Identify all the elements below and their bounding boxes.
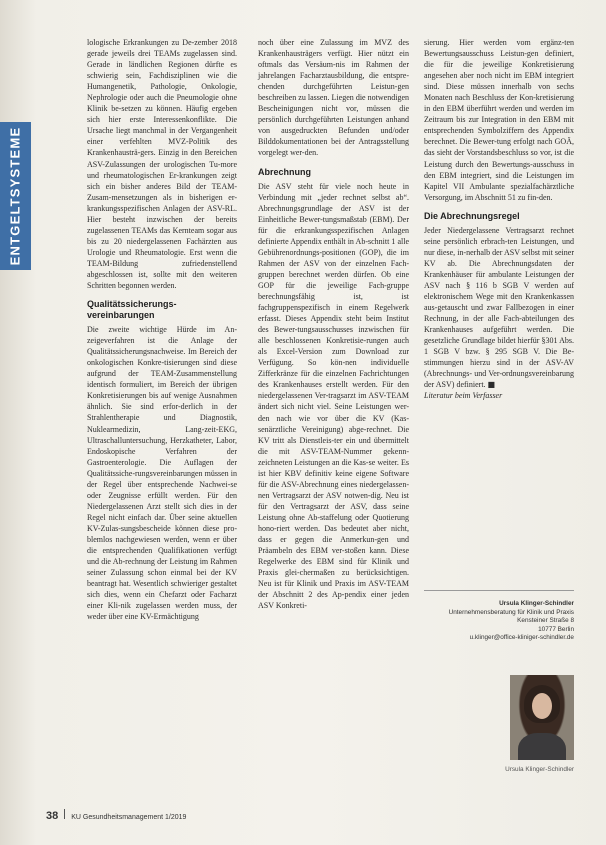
column-1	[87, 37, 237, 622]
author-street: Kensteiner Straße 8	[517, 617, 574, 625]
author-photo-caption: Ursula Klinger-Schindler	[505, 766, 574, 773]
column-2-paragraph-1: noch über eine Zulassung im MVZ des Krankenhausträgers verfügt. Hier nützt ein oftmals das Versäum-nis im Rahmen der jahrelangen Facharztausbildung, die entspre-chenden durchgeführten Leistun-gen beschreiben zu lassen. Liegen die notwendigen Bescheinigungen nicht vor, müssen die persönlich durchgeführten Leistungen anhand von ausgedruckten Befunden und/oder Bilddokumentationen bei der Antragsstellung vorgelegt wer-den.	[258, 38, 409, 158]
column-2-paragraph-2: Die ASV steht für viele noch heute in Verbindung mit „jeder rechnet selbst ab“. Abrechnungsgrundlage der ASV ist der Einheitliche Bewer-tungsmaßstab (EBM). Der für die erkrankungsspezifischen Anlagen definierte Appendix enthält in Ab-schnitt 1 alle Gebührenordnungs-positionen (GOP), die im Rahmen der ASV von der einzelnen Fach-gruppen berechnet werden dürfen. Ob eine GOP für die jeweilige Fach-gruppe berechnungsfähig ist, ist fachgruppenspezifisch in einem Regelwerk erfasst. Dieses Appendix steht beim Institut des Bewer-tungsausschusses inzwischen für alle beschlossenen Konkretisie-rungen auch als Excel-Version zum Download zur Verfügung. So kön-nen individuelle Zifferkränze für die einzelnen Fachrichtungen des Krankenhauses erstellt werden. Für den niedergelassenen Ver-tragsarzt im ASV-TEAM ändert sich nicht viel. Seine Leistungen wer-den nach wie vor über die KV (Kas-senärztliche Vereinigung) abge-rechnet. Die KV tritt als Dienstleis-ter ein und übermittelt die mit ASV-TEAM-Nummer gekenn-zeichneten Leistungen an die Kas-se weiter. Es ist hier KBV definitiv keine eigene Software für die ASV-Abrechnung eines niedergelassen-nen Vertragsarzt der ASV notwen-dig. Neu ist für den Vertragsarzt der ASV, dass seine Leistung ohne Ab-staffelung oder Quotierung hono-riert werden. Das bedeutet aber nicht, dass er gegen die Anmerkun-gen und Präambeln des EBM ver-stoßen kann. Diese Regelwerke des EBM sind für Klinik und Praxis glei-chermaßen zu berücksichtigen. Neu ist für Klinik und Praxis im ASV-TEAM der Abschnitt 2 des Ap-pendix einer jeden ASV Konkreti-	[258, 181, 409, 611]
author-name: Ursula Klinger-Schindler	[499, 600, 574, 607]
heading-qualitaetssicherung: Qualitätssicherungsvereinbarungen	[87, 299, 177, 321]
section-tab-label: ENTGELTSYSTEME	[7, 126, 23, 266]
journal-name: KU Gesundheitsmanagement 1/2019	[71, 814, 187, 821]
author-photo-torso	[518, 733, 566, 760]
footer-separator	[64, 809, 65, 819]
column-1-paragraph-1: lologische Erkrankungen zu De-zember 2018 gerade jeweils drei TEAMs zugelassen sind. Gerade in ländlichen Regionen dürfte es schwierig sein, Fachdisziplinen wie die Humangenetik, Pathologie, Onkologie, Nephrologie oder auch die Pneumologie ohne Klinik be-setzen zu können. Häufig ergeben sich hier erste Interessenkonflikte. Die Ursache liegt manchmal in der Vergangenheit einer verfehlten MVZ-Politik des Krankenhausträ-gers. Einzig in den Bereichen ASV-Zulassungen der urologischen Tu-more und rheumatologischen Er-krankungen zeigt sich ein bisher anderes Bild der TEAM-Zusam-mensetzungen als in bisherigen er-krankungsspezifischen Anlagen der ASV-RL. Hier besteht inzwischen der bereits zugelassenen TEAMs das Kernteam sogar aus bis zu 20 niedergelassenen Fachärzten aus Urologie und Rheumatologie. Erst wenn die TEAM-Bildung zufriedenstellend abgeschlossen ist, sollte mit den weiteren Schritten begonnen werden.	[87, 38, 237, 291]
column-3-paragraph-1: sierung. Hier werden vom ergänz-ten Bewertungsausschuss Leistun-gen definiert, die für die jeweilige Konkretisierung angesehen aber noch nicht im EBM integriert sind. Diese müssen innerhalb von sechs Monaten nach Beschluss der Kon-kretisierung in den EBM überführt werden und werden im Zeitraum bis zur Integration in den EBM mit entsprechenden Symbolziffern des Appendix berechnet. Die Bewer-tung erfolgt nach GOÄ, das sieht der Vorstandsbeschluss so vor, ist die Leistung durch den Bewertungs-ausschuss in den EBM integriert, sind die Leistungen im Kapitel VII Ambulante spezialfachärztliche Versorgung, im Abschnitt 51 zu fin-den.	[424, 38, 574, 202]
article-end-mark: ■	[487, 380, 496, 390]
heading-abrechnungsregel: Die Abrechnungsregel	[424, 210, 520, 221]
column-1-paragraph-2: Die zweite wichtige Hürde im An-zeigeverfahren ist die Anlage der Qualitätssicherungsnachweise. Im Bereich der onkologischen Konkre-tisierungen sind diese aufgrund der TEAM-Zusammenstellung identisch formuliert, im Bereich der übrigen Konkretisierungen bis auf wenige Ausnahmen ähnlich. Sie sind erfor-derlich in der Strahlentherapie und Diagnostik, Nuklearmedizin, Lang-zeit-EKG, Ultraschalluntersuchung, Herzkatheter, Labor, Endoskopische Verfahren der Gastroenterologie. Die Auflagen der Qualitätssiche-rungsvereinbarungen müssen in der Regel über entsprechende Nachwei-se oder Zeugnisse erfüllt werden. Für den Niedergelassenen Arzt stellt sich dies in der Regel nicht einfach dar. Über seine aktuellen KV-Zulas-sungsbescheide können diese pro-blemlos nachgewiesen werden, wenn er über die entsprechenden Qualifikationen verfügt und die Ab-rechnung der Leistung im Rahmen seiner Zulassung schon einmal bei der KV beantragt hat. Wesentlich schwieriger gestaltet sich dies, wenn ein Chefarzt oder Facharzt einer Kli-nik zugelassen werden muss, der weder über eine KV-Ermächtigung	[87, 325, 237, 622]
column-3-paragraph-2	[424, 225, 574, 391]
page-number: 38	[46, 810, 59, 822]
column-3-paragraph-2-text: Jeder Niedergelassene Vertragsarzt rechnet seine persönlich erbrach-ten Leistungen, und nur diese, in-nerhalb der ASV selbst mit seiner KV ab. Die Abrechnungsdaten der Krankenhäuser für ambulante Leistungen der ASV nach § 116 b SGB V werden auf elektronischem Wege mit den Krankenkassen aus-getauscht und zwar Fallbezogen in einer Rechnung, in der alle Fach-abteilungen des Krankenhauses aufgeführt werden. Die gesetzliche Grundlage bildet hierfür §301 Abs. 1 SGB V bzw. § 295 SGB V. Die Be-stimmungen hierzu sind in der ASV-AV (Abrechnungs- und Ver-ordnungsvereinbarung der ASV) definiert.	[424, 225, 574, 390]
column-2	[258, 37, 409, 611]
author-photo	[510, 675, 574, 760]
author-photo-face	[532, 693, 552, 719]
page-footer	[46, 809, 186, 821]
author-email: u.klinger@office-kliniger-schindler.de	[469, 634, 574, 642]
author-city: 10777 Berlin	[538, 625, 574, 633]
literature-note: Literatur beim Verfasser	[424, 391, 503, 401]
heading-abrechnung: Abrechnung	[258, 166, 311, 177]
author-box	[424, 600, 574, 643]
author-divider	[424, 590, 574, 591]
column-3	[424, 37, 574, 401]
author-company: Unternehmensberatung für Klinik und Praxis	[448, 608, 574, 616]
